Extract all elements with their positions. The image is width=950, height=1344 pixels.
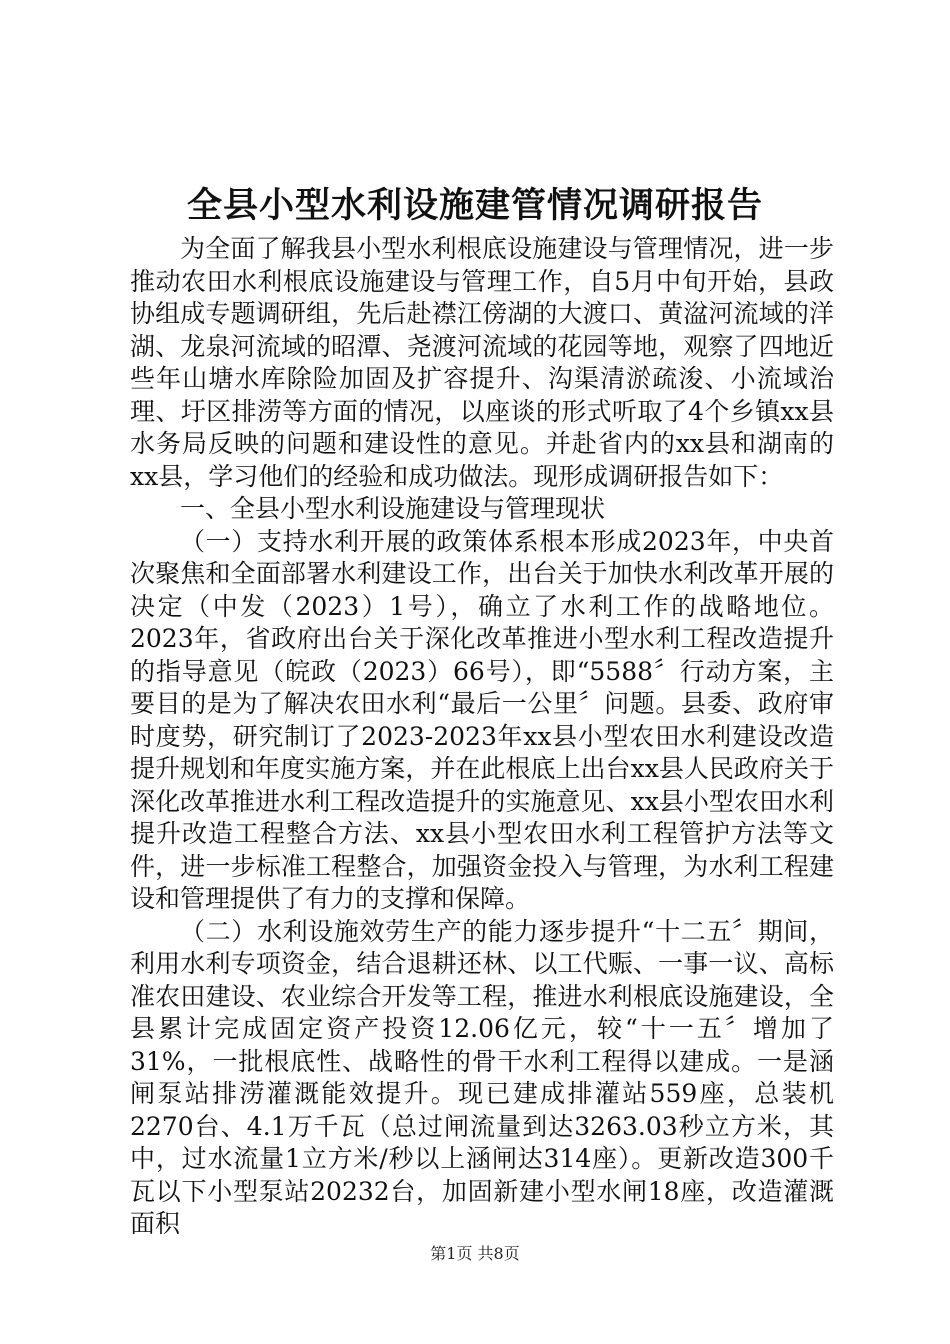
intro-paragraph: 为全面了解我县小型水利根底设施建设与管理情况，进一步推动农田水利根底设施建设与管理工作，自5月中旬开始，县政协组成专题调研组，先后赴襟江傍湖的大渡口、黄湓河流域的洋湖、龙泉河流域的昭潭、尧渡河流域的花园等地，观察了四地近些年山塘水库除险加固及扩容提升、沟渠清淤疏浚、小流域治理、圩区排涝等方面的情况，以座谈的形式听取了4个乡镇xx县水务局反映的问题和建设性的意见。并赴省内的xx县和湖南的xx县，学习他们的经验和成功做法。现形成调研报告如下： [130, 234, 834, 491]
capacity-paragraph: （二）水利设施效劳生产的能力逐步提升“十二五〞期间，利用水利专项资金，结合退耕还林、以工代赈、一事一议、高标准农田建设、农业综合开发等工程，推进水利根底设施建设，全县累计完成固定资产投资12.06亿元，较“十一五〞增加了31%，一批根底性、战略性的骨干水利工程得以建成。一是涵闸泵站排涝灌溉能效提升。现已建成排灌站559座，总装机2270台、4.1万千瓦（总过闸流量到达3263.03秒立方米，其中，过水流量1立方米/秒以上涵闸达314座）。更新改造300千瓦以下小型泵站20232台，加固新建小型水闸18座，改造灌溉面积 [130, 916, 834, 1238]
page-title: 全县小型水利设施建管情况调研报告 [186, 185, 763, 226]
page-number: 第1页 共8页 [430, 1244, 520, 1263]
policy-paragraph: （一）支持水利开展的政策体系根本形成2023年，中央首次聚焦和全面部署水利建设工作，出台关于加快水利改革开展的决定（中发（2023）1号），确立了水利工作的战略地位。2023年，省政府出台关于深化改革推进小型水利工程改造提升的指导意见（皖政（2023）66号），即“5588〞行动方案，主要目的是为了解决农田水利“最后一公里〞问题。县委、政府审时度势，研究制订了2023-2023年xx县小型农田水利建设改造提升规划和年度实施方案，并在此根底上出台xx县人民政府关于深化改革推进水利工程改造提升的实施意见、xx县小型农田水利提升改造工程整合方法、xx县小型农田水利工程管护方法等文件，进一步标准工程整合，加强资金投入与管理，为水利工程建设和管理提供了有力的支撑和保障。 [130, 526, 834, 913]
section-heading: 一、全县小型水利设施建设与管理现状 [180, 494, 606, 523]
document-body [130, 233, 834, 1241]
